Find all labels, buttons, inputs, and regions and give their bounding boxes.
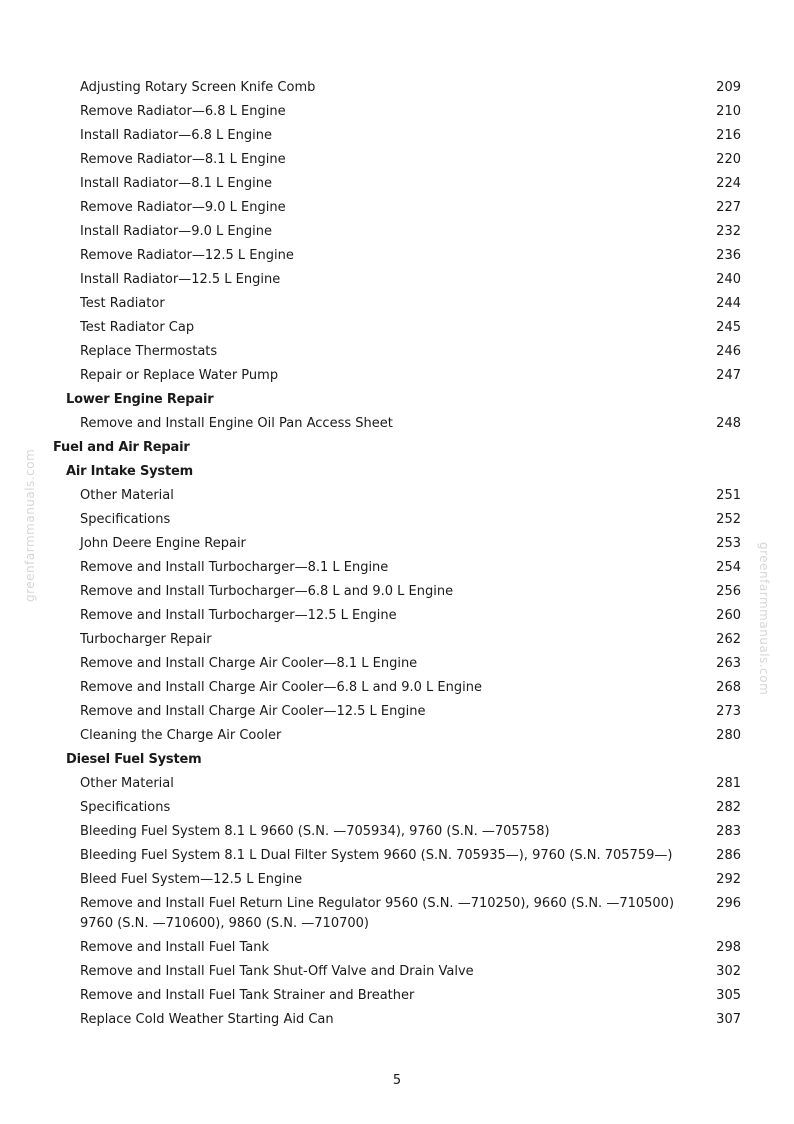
watermark-right-text: greenfarmmanuals.com — [757, 542, 771, 696]
toc-entry-title: Install Radiator—8.1 L Engine — [80, 176, 272, 191]
toc-entry-title: Lower Engine Repair — [66, 392, 214, 407]
toc-entry[interactable] — [0, 796, 794, 820]
toc-entry-page: 286 — [716, 848, 741, 863]
toc-entry-title: Remove and Install Turbocharger—8.1 L Engine — [80, 560, 389, 575]
toc-entry[interactable] — [0, 196, 794, 220]
toc-entry[interactable] — [0, 532, 794, 556]
page-number: 5 — [392, 1073, 402, 1088]
toc-entry-page: 298 — [716, 940, 741, 955]
toc-entry-page: 296 — [716, 896, 741, 911]
watermark-left — [23, 448, 37, 602]
toc-entry-title: Remove and Install Turbocharger—6.8 L and 9.0 L Engine — [80, 584, 454, 599]
toc-entry[interactable] — [0, 244, 794, 268]
toc-entry-page: 268 — [716, 680, 741, 695]
toc-entry-title: Remove and Install Fuel Tank — [80, 940, 270, 955]
toc-entry[interactable] — [0, 364, 794, 388]
toc-entry[interactable] — [0, 960, 794, 984]
toc-entry-page: 245 — [716, 320, 741, 335]
toc-entry[interactable] — [0, 340, 794, 364]
toc-entry-title: Specifications — [80, 512, 171, 527]
toc-entry-title: Install Radiator—9.0 L Engine — [80, 224, 272, 239]
toc-section-heading[interactable] — [0, 436, 794, 460]
toc-entry-page: 252 — [716, 512, 741, 527]
toc-entry-page: 302 — [716, 964, 741, 979]
toc-entry-title: Remove Radiator—8.1 L Engine — [80, 152, 286, 167]
toc-entry[interactable] — [0, 700, 794, 724]
toc-entry[interactable] — [0, 508, 794, 532]
toc-subsection-heading[interactable] — [0, 748, 794, 772]
toc-entry-page: 305 — [716, 988, 741, 1003]
toc-entry-page: 282 — [716, 800, 741, 815]
watermark-right — [757, 542, 771, 696]
toc-entry-title: Turbocharger Repair — [80, 632, 212, 647]
toc-entry-page: 283 — [716, 824, 741, 839]
toc-entry-page: 227 — [716, 200, 741, 215]
toc-entry-title: Fuel and Air Repair — [53, 440, 190, 455]
toc-entry-title: Other Material — [80, 488, 174, 503]
toc-entry-title: Remove and Install Fuel Tank Strainer and Breather — [80, 988, 415, 1003]
toc-entry-page: 281 — [716, 776, 741, 791]
toc-entry-title: Test Radiator — [80, 296, 165, 311]
toc-entry-title: Remove and Install Turbocharger—12.5 L Engine — [80, 608, 397, 623]
toc-entry-title: Remove Radiator—6.8 L Engine — [80, 104, 286, 119]
toc-entry-title: Adjusting Rotary Screen Knife Comb — [80, 80, 316, 95]
toc-entry[interactable] — [0, 628, 794, 652]
toc-entry[interactable] — [0, 984, 794, 1008]
toc-entry-title: Remove and Install Charge Air Cooler—6.8 L and 9.0 L Engine — [80, 680, 482, 695]
toc-entry[interactable] — [0, 580, 794, 604]
toc-entry[interactable] — [0, 772, 794, 796]
toc-entry-title: Remove Radiator—12.5 L Engine — [80, 248, 294, 263]
toc-entry-title: Remove and Install Engine Oil Pan Access Sheet — [80, 416, 393, 431]
toc-entry-page: 256 — [716, 584, 741, 599]
toc-entry-page: 292 — [716, 872, 741, 887]
toc-entry-title: Bleed Fuel System—12.5 L Engine — [80, 872, 303, 887]
toc-entry-page: 247 — [716, 368, 741, 383]
toc-entry[interactable] — [0, 604, 794, 628]
toc-entry-page: 253 — [716, 536, 741, 551]
toc-entry[interactable] — [0, 556, 794, 580]
toc-entry-page: 209 — [716, 80, 741, 95]
toc-entry[interactable] — [0, 868, 794, 892]
toc-entry-title: Other Material — [80, 776, 174, 791]
toc-entry-page: 251 — [716, 488, 741, 503]
toc-entry-page: 307 — [716, 1012, 741, 1027]
toc-entry-page: 236 — [716, 248, 741, 263]
toc-entry-title: John Deere Engine Repair — [80, 536, 246, 551]
toc-entry[interactable] — [0, 820, 794, 844]
toc-entry-page: 280 — [716, 728, 741, 743]
toc-entry-title: Remove and Install Charge Air Cooler—8.1 L Engine — [80, 656, 418, 671]
toc-entry-page: 224 — [716, 176, 741, 191]
toc-entry[interactable] — [0, 100, 794, 124]
toc-entry-page: 263 — [716, 656, 741, 671]
toc-entry[interactable] — [0, 652, 794, 676]
toc-entry[interactable] — [0, 412, 794, 436]
toc-entry-title: Specifications — [80, 800, 171, 815]
toc-entry[interactable] — [0, 892, 794, 936]
watermark-left-text: greenfarmmanuals.com — [23, 448, 37, 602]
toc-entry-title: Remove and Install Charge Air Cooler—12.5 L Engine — [80, 704, 426, 719]
toc-entry-title: Bleeding Fuel System 8.1 L Dual Filter System 9660 (S.N. 705935—), 9760 (S.N. 705759—) — [80, 848, 673, 863]
toc-entry[interactable] — [0, 292, 794, 316]
toc-entry[interactable] — [0, 76, 794, 100]
toc-entry-title: Test Radiator Cap — [80, 320, 195, 335]
toc-entry-page: 240 — [716, 272, 741, 287]
toc-entry-title: Repair or Replace Water Pump — [80, 368, 279, 383]
toc-entry-title: Bleeding Fuel System 8.1 L 9660 (S.N. —705934), 9760 (S.N. —705758) — [80, 824, 550, 839]
toc-entry-page: 220 — [716, 152, 741, 167]
toc-entry[interactable] — [0, 844, 794, 868]
toc-entry-page: 254 — [716, 560, 741, 575]
toc-subsection-heading[interactable] — [0, 460, 794, 484]
toc-entry-title: Remove and Install Fuel Return Line Regulator 9560 (S.N. —710250), 9660 (S.N. —710500) 9760 (S.N. —710600), 9860 (S.N. —710700) — [80, 896, 675, 931]
toc-entry-title: Replace Cold Weather Starting Aid Can — [80, 1012, 334, 1027]
toc-entry[interactable] — [0, 148, 794, 172]
toc-entry[interactable] — [0, 172, 794, 196]
toc-entry-page: 216 — [716, 128, 741, 143]
toc-entry-title: Remove and Install Fuel Tank Shut-Off Valve and Drain Valve — [80, 964, 474, 979]
toc-entry-page: 210 — [716, 104, 741, 119]
toc-entry-page: 260 — [716, 608, 741, 623]
toc-entry[interactable] — [0, 220, 794, 244]
toc-entry[interactable] — [0, 936, 794, 960]
toc-entry[interactable] — [0, 316, 794, 340]
toc-entry-page: 232 — [716, 224, 741, 239]
toc-entry[interactable] — [0, 484, 794, 508]
toc-subsection-heading[interactable] — [0, 388, 794, 412]
toc-entry-page: 273 — [716, 704, 741, 719]
toc-entry[interactable] — [0, 1008, 794, 1032]
toc-entry[interactable] — [0, 724, 794, 748]
toc-entry-title: Remove Radiator—9.0 L Engine — [80, 200, 286, 215]
toc-entry-title: Install Radiator—6.8 L Engine — [80, 128, 272, 143]
toc-entry-title: Replace Thermostats — [80, 344, 218, 359]
toc-entry-title: Install Radiator—12.5 L Engine — [80, 272, 281, 287]
toc-entry-page: 246 — [716, 344, 741, 359]
toc-entry-title: Air Intake System — [66, 464, 193, 479]
toc-entry[interactable] — [0, 124, 794, 148]
toc-entry-page: 248 — [716, 416, 741, 431]
table-of-contents — [0, 76, 794, 1032]
toc-entry[interactable] — [0, 268, 794, 292]
toc-entry-title: Diesel Fuel System — [66, 752, 202, 767]
toc-entry-page: 262 — [716, 632, 741, 647]
toc-entry-title: Cleaning the Charge Air Cooler — [80, 728, 282, 743]
toc-entry[interactable] — [0, 676, 794, 700]
toc-entry-page: 244 — [716, 296, 741, 311]
